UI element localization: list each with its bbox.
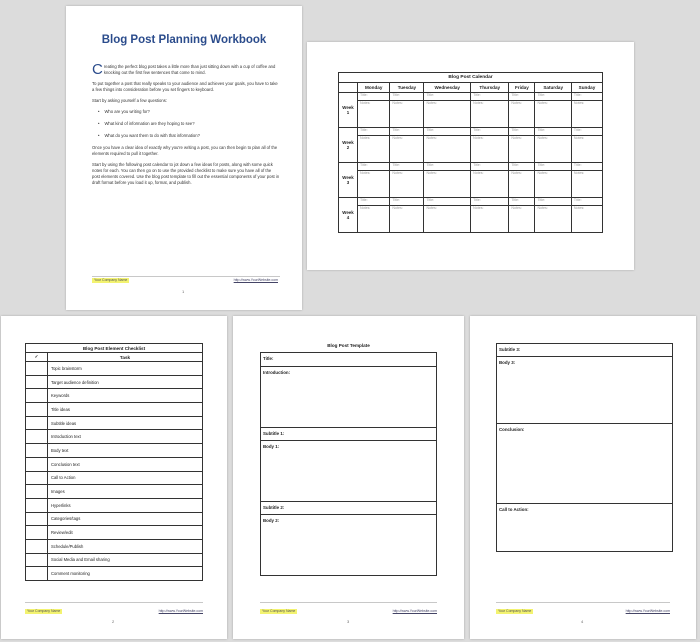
calendar-title-cell[interactable]: Title: xyxy=(358,128,390,136)
checklist-checkbox[interactable] xyxy=(26,457,48,471)
calendar-title-cell[interactable]: Title: xyxy=(471,198,509,206)
calendar-notes-cell[interactable]: Notes: xyxy=(509,171,535,198)
checklist-row xyxy=(26,526,203,540)
checklist-row xyxy=(26,539,203,553)
checklist-task: Call to Action xyxy=(48,471,203,485)
calendar-day-header: Tuesday xyxy=(390,83,424,93)
question-item: • Who are you writing for? xyxy=(98,109,280,115)
calendar-day-header: Friday xyxy=(509,83,535,93)
calendar-notes-cell[interactable]: Notes: xyxy=(390,206,424,233)
template-call-to-action-field[interactable]: Call to Action: xyxy=(497,504,673,552)
checklist-row xyxy=(26,389,203,403)
task-column-header: Task xyxy=(48,353,203,362)
calendar-notes-cell[interactable]: Notes: xyxy=(424,136,471,163)
calendar-title-cell[interactable]: Title: xyxy=(509,198,535,206)
calendar-day-header: Thursday xyxy=(471,83,509,93)
checklist-checkbox[interactable] xyxy=(26,512,48,526)
calendar-title-cell[interactable]: Title: xyxy=(390,93,424,101)
checklist-checkbox[interactable] xyxy=(26,553,48,567)
checklist-task: Title ideas xyxy=(48,403,203,417)
calendar-title-cell[interactable]: Title: xyxy=(424,198,471,206)
check-column-header: ✓ xyxy=(26,353,48,362)
calendar-notes-cell[interactable]: Notes: xyxy=(509,206,535,233)
calendar-title-cell[interactable]: Title: xyxy=(509,128,535,136)
calendar-title-cell[interactable]: Title: xyxy=(424,163,471,171)
checklist-row xyxy=(26,375,203,389)
calendar-notes-cell[interactable]: Notes: xyxy=(509,136,535,163)
calendar-title-cell[interactable]: Title: xyxy=(471,128,509,136)
checklist-task: Review/edit xyxy=(48,526,203,540)
calendar-notes-cell[interactable]: Notes: xyxy=(471,101,509,128)
template-introduction-field[interactable]: Introduction: xyxy=(261,367,437,428)
checklist-row xyxy=(26,485,203,499)
checklist-task: Images xyxy=(48,485,203,499)
week-word: Week xyxy=(342,140,354,145)
checklist-row xyxy=(26,403,203,417)
footer-company-name: Your Company Name xyxy=(498,609,532,613)
calendar-day-header: Wednesday xyxy=(424,83,471,93)
calendar-notes-cell[interactable]: Notes: xyxy=(358,136,390,163)
checklist-task: Hyperlinks xyxy=(48,498,203,512)
calendar-notes-cell[interactable]: Notes: xyxy=(390,171,424,198)
question-item: • What do you want them to do with that information? xyxy=(98,133,280,139)
checklist-task: Topic brainstorm xyxy=(48,362,203,376)
template-title-field[interactable]: Title: xyxy=(261,353,437,367)
calendar-notes-cell[interactable]: Notes: xyxy=(535,101,571,128)
calendar-week-label xyxy=(339,93,358,128)
calendar-notes-cell[interactable]: Notes: xyxy=(358,101,390,128)
calendar-title-cell[interactable]: Title: xyxy=(509,163,535,171)
calendar-week-label xyxy=(339,163,358,198)
page-calendar xyxy=(307,42,634,270)
calendar-notes-cell[interactable]: Notes: xyxy=(390,101,424,128)
footer-divider xyxy=(260,602,437,603)
week-word: Week xyxy=(342,210,354,215)
calendar-notes-cell[interactable]: Notes: xyxy=(358,171,390,198)
checklist-checkbox[interactable] xyxy=(26,567,48,581)
calendar-title-cell[interactable]: Title: xyxy=(358,198,390,206)
page-number: 2 xyxy=(112,619,115,624)
calendar-title-cell[interactable]: Title: xyxy=(471,163,509,171)
checklist-checkbox[interactable] xyxy=(26,539,48,553)
calendar-notes-cell[interactable]: Notes: xyxy=(571,136,602,163)
checklist-row xyxy=(26,444,203,458)
calendar-title-cell[interactable]: Title: xyxy=(358,163,390,171)
calendar-day-header: Monday xyxy=(358,83,390,93)
question-item: • What kind of information are they hoping to see? xyxy=(98,121,280,127)
template-body-1-field[interactable]: Body 1: xyxy=(261,441,437,502)
footer-website-link[interactable]: http://www.YourWebsite.com xyxy=(158,609,203,613)
calendar-title-cell[interactable]: Title: xyxy=(424,128,471,136)
blog-post-template-continued xyxy=(496,343,673,552)
checklist-task: Comment monitoring xyxy=(48,567,203,581)
template-body-2-field[interactable]: Body 2: xyxy=(261,515,437,576)
calendar-title: Blog Post Calendar xyxy=(339,73,603,83)
checklist-task: Subtitle ideas xyxy=(48,416,203,430)
intro-paragraph-5: Start by using the following post calendar to jot down a few ideas for posts, along with some quick notes for each. You can then go on to use the provided checklist to make sure you have all of the post elements covered. Use the blog post template to fill out the essential components of your post in draft format before you load it up, format, and publish. xyxy=(92,162,280,185)
template-title: Blog Post Template xyxy=(327,343,370,348)
checklist-row xyxy=(26,430,203,444)
intro-paragraph-2: To put together a post that really speaks to your audience and achieves your goals, you have to take a few things into consideration before you set fingers to keyboard. xyxy=(92,81,278,92)
week-number: 3 xyxy=(346,180,350,185)
calendar-title-cell[interactable]: Title: xyxy=(390,128,424,136)
checklist-checkbox[interactable] xyxy=(26,526,48,540)
checklist-checkbox[interactable] xyxy=(26,362,48,376)
calendar-title-cell[interactable]: Title: xyxy=(535,198,571,206)
checklist-row xyxy=(26,553,203,567)
calendar-title-cell[interactable]: Title: xyxy=(571,163,602,171)
checklist-checkbox[interactable] xyxy=(26,430,48,444)
calendar-notes-cell[interactable]: Notes: xyxy=(358,206,390,233)
footer-divider xyxy=(25,602,203,603)
calendar-day-header: Sunday xyxy=(571,83,602,93)
week-word: Week xyxy=(342,175,354,180)
checklist-row xyxy=(26,512,203,526)
page-checklist xyxy=(1,316,227,639)
page-1-intro xyxy=(66,6,302,310)
question-list xyxy=(98,109,280,139)
calendar-notes-cell[interactable]: Notes: xyxy=(535,206,571,233)
footer-company-name: Your Company Name xyxy=(27,609,61,613)
checklist-checkbox[interactable] xyxy=(26,444,48,458)
calendar-notes-cell[interactable]: Notes: xyxy=(535,136,571,163)
intro-paragraph-1: Creating the perfect blog post takes a little more than just sitting down with a cup of coffee and knocking out the first few sentences that come to mind. xyxy=(92,61,276,78)
footer-website-link[interactable]: http://www.YourWebsite.com xyxy=(625,609,670,613)
checklist-task: Categories/tags xyxy=(48,512,203,526)
calendar-title-cell[interactable]: Title: xyxy=(571,198,602,206)
template-subtitle-3-field[interactable]: Subtitle 3: xyxy=(497,344,673,357)
checklist-task: Conclusion text xyxy=(48,457,203,471)
checklist-task: Schedule/Publish xyxy=(48,539,203,553)
template-subtitle-1-field[interactable]: Subtitle 1: xyxy=(261,428,437,441)
checklist-row xyxy=(26,567,203,581)
checklist-row xyxy=(26,362,203,376)
page-template xyxy=(233,316,464,639)
checklist-row xyxy=(26,416,203,430)
checklist-task: Introduction text xyxy=(48,430,203,444)
checklist-checkbox[interactable] xyxy=(26,416,48,430)
template-conclusion-field[interactable]: Conclusion: xyxy=(497,424,673,504)
calendar-title-cell[interactable]: Title: xyxy=(471,93,509,101)
calendar-day-header: Saturday xyxy=(535,83,571,93)
dropcap-letter: C xyxy=(92,61,103,78)
calendar-notes-cell[interactable]: Notes: xyxy=(535,171,571,198)
checklist-checkbox[interactable] xyxy=(26,485,48,499)
calendar-week-label xyxy=(339,198,358,233)
template-subtitle-2-field[interactable]: Subtitle 2: xyxy=(261,502,437,515)
week-number: 4 xyxy=(346,215,350,220)
blog-post-calendar xyxy=(338,72,603,233)
calendar-notes-cell[interactable]: Notes: xyxy=(571,101,602,128)
element-checklist xyxy=(25,343,203,581)
calendar-notes-cell[interactable]: Notes: xyxy=(471,136,509,163)
document-title: Blog Post Planning Workbook xyxy=(101,34,267,46)
checklist-task: Social Media and Email sharing xyxy=(48,553,203,567)
calendar-notes-cell[interactable]: Notes: xyxy=(471,206,509,233)
week-number: 1 xyxy=(346,110,350,115)
checklist-checkbox[interactable] xyxy=(26,375,48,389)
calendar-notes-cell[interactable]: Notes: xyxy=(424,171,471,198)
calendar-notes-cell[interactable]: Notes: xyxy=(571,206,602,233)
calendar-title-cell[interactable]: Title: xyxy=(424,93,471,101)
calendar-title-cell[interactable]: Title: xyxy=(535,128,571,136)
page-number: 4 xyxy=(581,619,584,624)
footer-divider xyxy=(496,602,670,603)
calendar-notes-cell[interactable]: Notes: xyxy=(471,171,509,198)
checklist-task: Keywords xyxy=(48,389,203,403)
checklist-row xyxy=(26,498,203,512)
footer-website-link[interactable]: http://www.YourWebsite.com xyxy=(392,609,437,613)
checklist-row xyxy=(26,471,203,485)
calendar-notes-cell[interactable]: Notes: xyxy=(424,101,471,128)
calendar-notes-cell[interactable]: Notes: xyxy=(390,136,424,163)
page-number: 1 xyxy=(182,289,185,294)
footer-company-name: Your Company Name xyxy=(94,278,128,282)
week-number: 2 xyxy=(346,145,350,150)
calendar-notes-cell[interactable]: Notes: xyxy=(424,206,471,233)
calendar-title-cell[interactable]: Title: xyxy=(509,93,535,101)
footer-website-link[interactable]: http://www.YourWebsite.com xyxy=(233,278,278,282)
calendar-notes-cell[interactable]: Notes: xyxy=(571,171,602,198)
intro-paragraph-3: Start by asking yourself a few questions: xyxy=(92,98,167,103)
checklist-checkbox[interactable] xyxy=(26,471,48,485)
calendar-notes-cell[interactable]: Notes: xyxy=(509,101,535,128)
blog-post-template xyxy=(260,352,437,576)
checklist-title: Blog Post Element Checklist xyxy=(26,344,203,353)
checklist-row xyxy=(26,457,203,471)
checklist-checkbox[interactable] xyxy=(26,389,48,403)
calendar-title-cell[interactable]: Title: xyxy=(358,93,390,101)
template-body-3-field[interactable]: Body 3: xyxy=(497,357,673,424)
page-number: 3 xyxy=(347,619,350,624)
week-word: Week xyxy=(342,105,354,110)
checklist-checkbox[interactable] xyxy=(26,498,48,512)
calendar-title-cell[interactable]: Title: xyxy=(535,93,571,101)
calendar-title-cell[interactable]: Title: xyxy=(390,163,424,171)
footer-company-name: Your Company Name xyxy=(262,609,296,613)
checklist-checkbox[interactable] xyxy=(26,403,48,417)
calendar-week-label xyxy=(339,128,358,163)
checklist-task: Target audience definition xyxy=(48,375,203,389)
calendar-title-cell[interactable]: Title: xyxy=(390,198,424,206)
calendar-title-cell[interactable]: Title: xyxy=(571,93,602,101)
page-template-continued xyxy=(470,316,696,639)
checklist-task: Body text xyxy=(48,444,203,458)
calendar-corner xyxy=(339,83,358,93)
calendar-title-cell[interactable]: Title: xyxy=(535,163,571,171)
intro-paragraph-4: Once you have a clear idea of exactly why you're writing a post, you can then begin to plan all of the elements required to pull it together. xyxy=(92,145,278,156)
footer-divider xyxy=(92,276,280,277)
calendar-title-cell[interactable]: Title: xyxy=(571,128,602,136)
intro-body xyxy=(92,61,280,191)
